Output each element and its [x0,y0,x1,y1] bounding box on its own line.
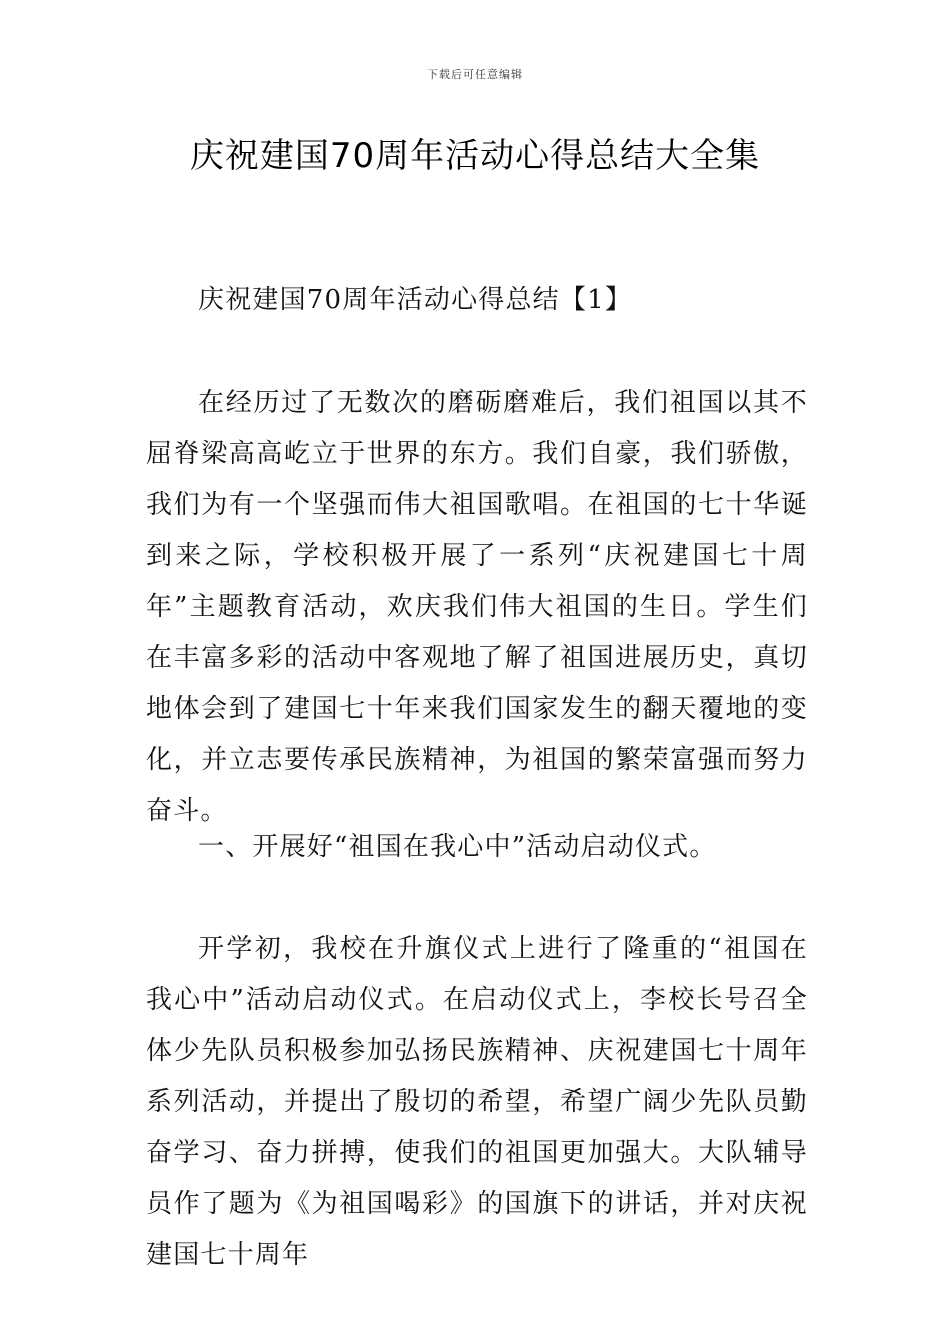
header-note: 下载后可任意编辑 [427,68,523,81]
item-heading: 一、开展好“祖国在我心中”活动启动仪式。 [198,832,717,862]
paragraph-2: 开学初，我校在升旗仪式上进行了隆重的“祖国在我心中”活动启动仪式。在启动仪式上，李校长号召全体少先队员积极参加弘扬民族精神、庆祝建国七十周年系列活动，并提出了殷切的希望，希望广阔少先队员勤奋学习、奋力拼搏，使我们的祖国更加强大。大队辅导员作了题为《为祖国喝彩》的国旗下的讲话，并对庆祝建国七十周年 [146,934,808,1270]
section-heading: 庆祝建国70周年活动心得总结【1】 [198,285,633,315]
paragraph-1: 在经历过了无数次的磨砺磨难后，我们祖国以其不屈脊梁高高屹立于世界的东方。我们自豪，我们骄傲，我们为有一个坚强而伟大祖国歌唱。在祖国的七十华诞到来之际，学校积极开展了一系列“庆祝建国七十周年”主题教育活动，欢庆我们伟大祖国的生日。学生们在丰富多彩的活动中客观地了解了祖国进展历史，真切地体会到了建国七十年来我们国家发生的翻天覆地的变化，并立志要传承民族精神，为祖国的繁荣富强而努力奋斗。 [146,388,808,826]
document-title: 庆祝建国70周年活动心得总结大全集 [189,136,761,176]
